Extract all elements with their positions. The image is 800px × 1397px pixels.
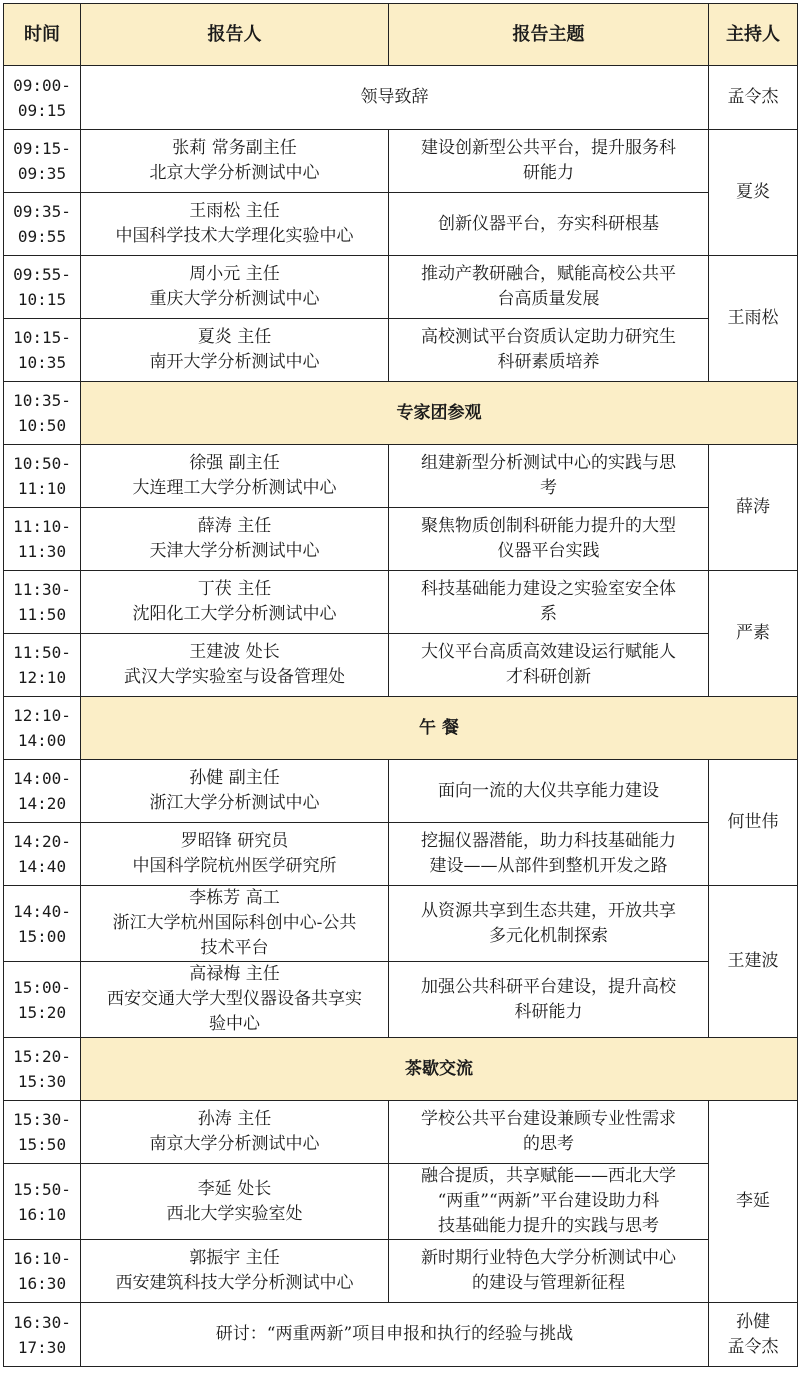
host-cell: 孙健 孟令杰 xyxy=(709,1303,798,1367)
time-cell: 09:35- 09:55 xyxy=(4,193,81,256)
time-cell: 14:00- 14:20 xyxy=(4,760,81,823)
time-cell: 10:50- 11:10 xyxy=(4,445,81,508)
topic-cell: 挖掘仪器潜能，助力科技基础能力 建设——从部件到整机开发之路 xyxy=(389,823,709,886)
time-cell: 15:50- 16:10 xyxy=(4,1164,81,1240)
table-row xyxy=(4,319,798,382)
schedule-wrapper xyxy=(3,3,798,1367)
speaker-cell: 周小元 主任 重庆大学分析测试中心 xyxy=(81,256,389,319)
time-cell: 16:30- 17:30 xyxy=(4,1303,81,1367)
speaker-cell: 夏炎 主任 南开大学分析测试中心 xyxy=(81,319,389,382)
time-cell: 09:15- 09:35 xyxy=(4,130,81,193)
topic-cell: 加强公共科研平台建设，提升高校 科研能力 xyxy=(389,962,709,1038)
header-time: 时间 xyxy=(4,4,81,66)
break-cell: 茶歇交流 xyxy=(81,1038,798,1101)
speaker-cell: 王建波 处长 武汉大学实验室与设备管理处 xyxy=(81,634,389,697)
header-row xyxy=(4,4,798,66)
topic-cell: 组建新型分析测试中心的实践与思 考 xyxy=(389,445,709,508)
table-row xyxy=(4,1164,798,1240)
time-cell: 09:55- 10:15 xyxy=(4,256,81,319)
speaker-cell: 丁茯 主任 沈阳化工大学分析测试中心 xyxy=(81,571,389,634)
table-row xyxy=(4,571,798,634)
topic-cell: 高校测试平台资质认定助力研究生 科研素质培养 xyxy=(389,319,709,382)
time-cell: 15:30- 15:50 xyxy=(4,1101,81,1164)
table-row xyxy=(4,962,798,1038)
table-row xyxy=(4,1303,798,1367)
topic-cell: 从资源共享到生态共建，开放共享 多元化机制探索 xyxy=(389,886,709,962)
speaker-cell: 王雨松 主任 中国科学技术大学理化实验中心 xyxy=(81,193,389,256)
table-row xyxy=(4,634,798,697)
time-cell: 14:40- 15:00 xyxy=(4,886,81,962)
time-cell: 09:00- 09:15 xyxy=(4,66,81,130)
header-speaker: 报告人 xyxy=(81,4,389,66)
speaker-cell: 孙健 副主任 浙江大学分析测试中心 xyxy=(81,760,389,823)
topic-cell: 新时期行业特色大学分析测试中心 的建设与管理新征程 xyxy=(389,1240,709,1303)
speaker-cell: 李延 处长 西北大学实验室处 xyxy=(81,1164,389,1240)
table-row xyxy=(4,760,798,823)
speaker-cell: 孙涛 主任 南京大学分析测试中心 xyxy=(81,1101,389,1164)
time-cell: 15:00- 15:20 xyxy=(4,962,81,1038)
topic-cell: 创新仪器平台，夯实科研根基 xyxy=(389,193,709,256)
time-cell: 16:10- 16:30 xyxy=(4,1240,81,1303)
speaker-cell: 李栋芳 高工 浙江大学杭州国际科创中心-公共 技术平台 xyxy=(81,886,389,962)
time-cell: 14:20- 14:40 xyxy=(4,823,81,886)
speaker-cell: 高禄梅 主任 西安交通大学大型仪器设备共享实 验中心 xyxy=(81,962,389,1038)
table-row xyxy=(4,382,798,445)
table-row xyxy=(4,66,798,130)
host-cell: 孟令杰 xyxy=(709,66,798,130)
table-row xyxy=(4,445,798,508)
speaker-cell: 薛涛 主任 天津大学分析测试中心 xyxy=(81,508,389,571)
topic-cell: 面向一流的大仪共享能力建设 xyxy=(389,760,709,823)
table-row xyxy=(4,193,798,256)
time-cell: 15:20- 15:30 xyxy=(4,1038,81,1101)
host-cell: 王雨松 xyxy=(709,256,798,382)
host-cell: 严素 xyxy=(709,571,798,697)
topic-cell: 融合提质，共享赋能——西北大学 “两重”“两新”平台建设助力科 技基础能力提升的实践与思考 xyxy=(389,1164,709,1240)
topic-cell: 聚焦物质创制科研能力提升的大型 仪器平台实践 xyxy=(389,508,709,571)
host-cell: 李延 xyxy=(709,1101,798,1303)
speaker-cell: 郭振宇 主任 西安建筑科技大学分析测试中心 xyxy=(81,1240,389,1303)
table-row xyxy=(4,1038,798,1101)
table-row xyxy=(4,130,798,193)
header-topic: 报告主题 xyxy=(389,4,709,66)
speaker-cell: 徐强 副主任 大连理工大学分析测试中心 xyxy=(81,445,389,508)
topic-cell: 建设创新型公共平台，提升服务科 研能力 xyxy=(389,130,709,193)
table-row xyxy=(4,886,798,962)
time-cell: 11:50- 12:10 xyxy=(4,634,81,697)
host-cell: 王建波 xyxy=(709,886,798,1038)
topic-cell: 科技基础能力建设之实验室安全体 系 xyxy=(389,571,709,634)
header-host: 主持人 xyxy=(709,4,798,66)
host-cell: 何世伟 xyxy=(709,760,798,886)
agenda-table xyxy=(3,3,798,1367)
table-row xyxy=(4,1240,798,1303)
merged-cell: 领导致辞 xyxy=(81,66,709,130)
break-cell: 专家团参观 xyxy=(81,382,798,445)
host-cell: 薛涛 xyxy=(709,445,798,571)
time-cell: 11:10- 11:30 xyxy=(4,508,81,571)
merged-cell: 研讨：“两重两新”项目申报和执行的经验与挑战 xyxy=(81,1303,709,1367)
speaker-cell: 罗昭锋 研究员 中国科学院杭州医学研究所 xyxy=(81,823,389,886)
break-cell: 午 餐 xyxy=(81,697,798,760)
topic-cell: 学校公共平台建设兼顾专业性需求 的思考 xyxy=(389,1101,709,1164)
time-cell: 10:15- 10:35 xyxy=(4,319,81,382)
speaker-cell: 张莉 常务副主任 北京大学分析测试中心 xyxy=(81,130,389,193)
topic-cell: 大仪平台高质高效建设运行赋能人 才科研创新 xyxy=(389,634,709,697)
host-cell: 夏炎 xyxy=(709,130,798,256)
topic-cell: 推动产教研融合，赋能高校公共平 台高质量发展 xyxy=(389,256,709,319)
table-row xyxy=(4,823,798,886)
table-row xyxy=(4,1101,798,1164)
table-row xyxy=(4,256,798,319)
table-row xyxy=(4,508,798,571)
time-cell: 12:10- 14:00 xyxy=(4,697,81,760)
time-cell: 10:35- 10:50 xyxy=(4,382,81,445)
table-row xyxy=(4,697,798,760)
time-cell: 11:30- 11:50 xyxy=(4,571,81,634)
